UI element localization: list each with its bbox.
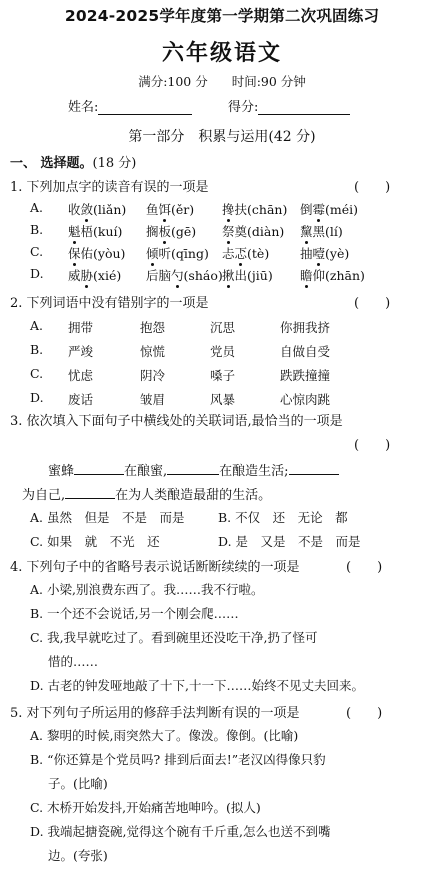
question-1-option-letter[interactable]: B. [30, 222, 44, 237]
word-part: 威 [68, 268, 81, 283]
dotted-char: 黧 [300, 224, 313, 239]
answer-paren-1[interactable]: ( ) [354, 180, 391, 195]
question-5-option-d[interactable]: D. 我端起搪瓷碗,觉得这个碗有千斤重,怎么也送不到嘴 [30, 824, 331, 839]
dotted-char: 倾 [146, 246, 159, 261]
sentence-text: 在酿蜜, [124, 464, 168, 479]
word-part: 奠(diàn) [234, 224, 285, 239]
word-part: 倒 [300, 202, 313, 217]
question-3-option-b[interactable]: B. 不仅 还 无论 都 [218, 510, 348, 525]
word-part: 佑(yòu) [80, 246, 126, 261]
question-2-option-word: 皱眉 [140, 392, 166, 407]
sentence-text: 在酿造生活; [219, 464, 289, 479]
question-2-option-word: 拥带 [68, 320, 94, 335]
question-2-option-word: 废话 [68, 392, 94, 407]
question-1-option-word [222, 244, 269, 262]
question-1-option-word [300, 244, 349, 262]
question-3-sentence-line-2 [22, 484, 271, 503]
answer-paren-5[interactable]: ( ) [346, 706, 383, 721]
word-part: (méi) [325, 202, 359, 217]
question-1-option-word [222, 266, 273, 284]
word-part: (yè) [325, 246, 350, 261]
word-part: (gē) [171, 224, 197, 239]
dotted-char: 敛 [80, 202, 94, 217]
word-part: (xié) [93, 268, 122, 283]
score-blank[interactable] [258, 100, 350, 115]
score-field[interactable] [228, 96, 350, 115]
full-score: 满分:100 分 [138, 74, 208, 89]
question-2-option-word: 党员 [210, 344, 236, 359]
dotted-char: 搀 [222, 202, 235, 217]
question-1-option-word [300, 266, 365, 284]
question-5-stem: 5. 对下列句子所运用的修辞手法判断有误的一项是 [10, 706, 300, 721]
question-1-option-word [146, 266, 223, 284]
word-part: (tè) [247, 246, 270, 261]
word-part: 出(jiū) [234, 268, 273, 283]
part-title: 第一部分 积累与运用(42 分) [128, 129, 316, 145]
word-part: 鱼 [146, 202, 159, 217]
answer-paren-4[interactable]: ( ) [346, 560, 383, 575]
question-3-stem: 3. 依次填入下面句子中横线处的关联词语,最恰当的一项是 [10, 414, 343, 429]
dotted-char: 霉 [312, 202, 326, 217]
word-part: (ěr) [171, 202, 195, 217]
word-part: 听(qīng) [158, 246, 209, 261]
dotted-char: 饵 [158, 202, 172, 217]
name-field[interactable] [68, 96, 192, 115]
question-1-option-word [146, 222, 196, 240]
dotted-char: 勺 [171, 268, 184, 283]
dotted-char: 胁 [80, 268, 94, 283]
section-label: 一、 选择题。 [10, 156, 93, 171]
question-1-option-letter[interactable]: C. [30, 244, 44, 259]
question-1-option-letter[interactable]: D. [30, 266, 44, 281]
question-2-option-word: 沉思 [210, 320, 236, 335]
duration: 时间:90 分钟 [231, 74, 306, 89]
question-1-option-word [222, 200, 287, 218]
blank-3[interactable] [289, 462, 339, 475]
question-4-option-c[interactable]: C. 我,我早就吃过了。看到碗里还没吃干净,扔了怪可 [30, 630, 318, 645]
question-3-option-d[interactable]: D. 是 又是 不是 而是 [218, 534, 361, 549]
word-part: 仰(zhān) [312, 268, 365, 283]
question-2-option-word: 风暴 [210, 392, 236, 407]
question-2-option-word: 心惊肉跳 [280, 392, 331, 407]
question-2-option-letter[interactable]: A. [30, 318, 44, 333]
dotted-char: 瞻 [300, 268, 313, 283]
question-1-option-word [146, 244, 209, 262]
term-title: 2024-2025学年度第一学期第二次巩固练习 [64, 7, 380, 25]
question-2-option-word: 你拥我挤 [280, 320, 331, 335]
section-title [10, 152, 136, 171]
question-2-option-word: 抱怨 [140, 320, 166, 335]
question-1-option-word [300, 200, 358, 218]
word-part: 梧(kuí) [80, 224, 123, 239]
question-1-option-letter[interactable]: A. [30, 200, 44, 215]
question-2-option-word: 自做自受 [280, 344, 331, 359]
word-part: 抽 [300, 246, 313, 261]
sentence-text: 为自己, [22, 488, 66, 503]
answer-paren-2[interactable]: ( ) [354, 296, 391, 311]
score-label: 得分: [228, 100, 259, 115]
question-4-option-b[interactable]: B. 一个还不会说话,另一个刚会爬…… [30, 606, 239, 621]
question-1-option-word [146, 200, 194, 218]
word-part: (liǎn) [93, 202, 127, 217]
dotted-char: 魁 [68, 224, 81, 239]
dotted-char: 保 [68, 246, 81, 261]
question-2-option-word: 惊慌 [140, 344, 166, 359]
question-1-option-word [68, 200, 126, 218]
word-part: 收 [68, 202, 81, 217]
question-2-option-word: 嗓子 [210, 368, 236, 383]
question-4-stem: 4. 下列句子中的省略号表示说话断断续续的一项是 [10, 560, 300, 575]
question-1-option-word [68, 222, 122, 240]
word-part: 忐 [222, 246, 235, 261]
question-1-stem: 1. 下列加点字的读音有误的一项是 [10, 180, 209, 195]
question-2-stem: 2. 下列词语中没有错别字的一项是 [10, 296, 209, 311]
sentence-text: 蜜蜂 [48, 464, 75, 479]
dotted-char: 噎 [312, 246, 326, 261]
word-part: 后脑 [146, 268, 172, 283]
question-4-option-c-cont: 惜的…… [48, 654, 99, 669]
question-1-option-word [300, 222, 343, 240]
question-1-option-word [68, 244, 125, 262]
question-5-option-b[interactable]: B. “你还算是个党员吗? 排到后面去!”老汉凶得像只豹 [30, 752, 326, 767]
question-2-option-word: 阴冷 [140, 368, 166, 383]
answer-paren-3[interactable]: ( ) [354, 438, 391, 453]
question-5-option-c[interactable]: C. 木桥开始发抖,开始痛苦地呻吟。(拟人) [30, 800, 261, 815]
word-part: (sháo) [183, 268, 223, 283]
dotted-char: 板 [158, 224, 172, 239]
blank-4[interactable] [65, 486, 115, 499]
question-5-option-a[interactable]: A. 黎明的时候,雨突然大了。像泼。像倒。(比喻) [30, 728, 299, 743]
section-points: (18 分) [92, 156, 137, 171]
word-part: 黑(lí) [312, 224, 343, 239]
question-1-option-word [222, 222, 284, 240]
question-4-option-d[interactable]: D. 古老的钟发哑地敲了十下,十一下……始终不见丈夫回来。 [30, 678, 364, 693]
exam-meta [0, 72, 444, 90]
word-part: 搁 [146, 224, 159, 239]
dotted-char: 忑 [234, 246, 248, 261]
question-2-option-word: 忧虑 [68, 368, 94, 383]
sentence-text: 在为人类酿造最甜的生活。 [115, 488, 272, 503]
blank-2[interactable] [167, 462, 219, 475]
question-5-option-d-cont: 边。(夸张) [48, 848, 108, 863]
dotted-char: 揪 [222, 268, 235, 283]
question-2-option-word: 跌跌撞撞 [280, 368, 331, 383]
question-2-option-word: 严竣 [68, 344, 94, 359]
question-1-option-word [68, 266, 121, 284]
question-2-option-letter[interactable]: B. [30, 342, 44, 357]
name-blank[interactable] [98, 100, 192, 115]
subject-title: 六年级语文 [161, 40, 282, 66]
name-label: 姓名: [68, 100, 99, 115]
word-part: 扶(chān) [234, 202, 288, 217]
question-3-option-a[interactable]: A. 虽然 但是 不是 而是 [30, 510, 185, 525]
question-3-option-c[interactable]: C. 如果 就 不光 还 [30, 534, 160, 549]
question-3-sentence-line-1 [48, 460, 339, 479]
question-4-option-a[interactable]: A. 小梁,别浪费东西了。我……我不行啦。 [30, 582, 264, 597]
question-2-option-letter[interactable]: C. [30, 366, 44, 381]
blank-1[interactable] [74, 462, 124, 475]
question-5-option-b-cont: 子。(比喻) [48, 776, 108, 791]
question-2-option-letter[interactable]: D. [30, 390, 44, 405]
dotted-char: 祭 [222, 224, 235, 239]
